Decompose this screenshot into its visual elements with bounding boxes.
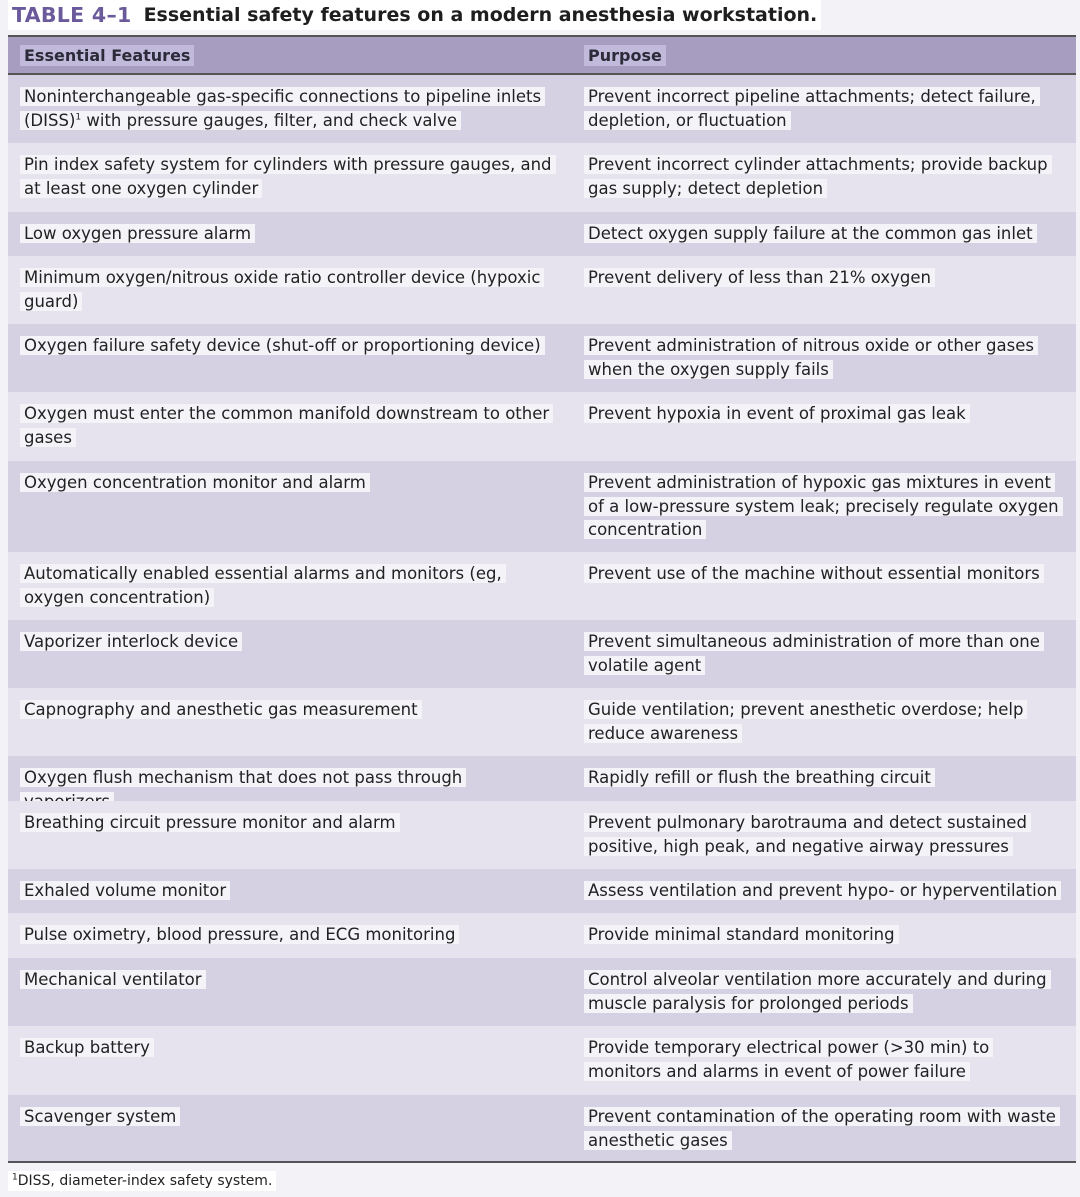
feature-cell: Oxygen concentration monitor and alarm [20, 471, 555, 495]
purpose-cell: Prevent use of the machine without essential monitors [584, 562, 1062, 586]
feature-cell: Pin index safety system for cylinders with pressure gauges, and at least one oxygen cylinder [20, 153, 555, 200]
purpose-cell: Prevent incorrect cylinder attachments; provide backup gas supply; detect depletion [584, 153, 1062, 200]
purpose-cell: Assess ventilation and prevent hypo- or hyperventilation [584, 879, 1062, 903]
feature-cell: Mechanical ventilator [20, 968, 555, 992]
purpose-cell: Provide temporary electrical power (>30 min) to monitors and alarms in event of power failure [584, 1036, 1062, 1083]
table-row [8, 324, 1076, 392]
feature-cell: Scavenger system [20, 1105, 555, 1129]
footnote-marker: 1 [12, 1172, 18, 1183]
purpose-cell: Guide ventilation; prevent anesthetic overdose; help reduce awareness [584, 698, 1062, 745]
table-row [8, 256, 1076, 324]
table-row [8, 801, 1076, 869]
header-purpose: Purpose [584, 45, 666, 66]
table-title-bar [8, 0, 821, 30]
feature-cell: Pulse oximetry, blood pressure, and ECG monitoring [20, 923, 555, 947]
table-number: TABLE 4–1 [12, 3, 132, 27]
footnote-marker: 1 [75, 112, 82, 122]
table-row [8, 688, 1076, 756]
feature-cell: Oxygen failure safety device (shut-off or proportioning device) [20, 334, 555, 358]
header-essential-features: Essential Features [20, 45, 194, 66]
table-header [8, 35, 1076, 75]
feature-cell: Oxygen flush mechanism that does not pass through [20, 766, 555, 813]
footnote: $^1$DISS, diameter-index safety system. [8, 1171, 276, 1191]
table-bottom-rule [8, 1161, 1076, 1163]
purpose-cell: Prevent contamination of the operating room with waste anesthetic gases [584, 1105, 1062, 1152]
table-row [8, 913, 1076, 958]
feature-cell: Backup battery [20, 1036, 555, 1060]
table-title: Essential safety features on a modern anesthesia workstation. [143, 4, 818, 26]
safety-features-table [8, 35, 1076, 1163]
table-row [8, 620, 1076, 688]
table-row [8, 1095, 1076, 1161]
feature-cell: Noninterchangeable gas-specific connections to pipeline inlets (DISS)$^1$ with pressure gauges, filter, and check valve [20, 85, 555, 132]
table-row [8, 1026, 1076, 1095]
purpose-cell: Provide minimal standard monitoring [584, 923, 1062, 947]
purpose-cell: Prevent administration of nitrous oxide or other gases when the oxygen supply fails [584, 334, 1062, 381]
purpose-cell: Prevent hypoxia in event of proximal gas leak [584, 402, 1062, 426]
purpose-cell: Rapidly refill or flush the breathing circuit [584, 766, 1062, 790]
feature-cell: Oxygen must enter the common manifold downstream to other gases [20, 402, 555, 449]
feature-cell: Low oxygen pressure alarm [20, 222, 555, 246]
purpose-cell: Prevent incorrect pipeline attachments; detect failure, depletion, or fluctuation [584, 85, 1062, 132]
table-row [8, 552, 1076, 620]
purpose-cell: Prevent simultaneous administration of more than one volatile agent [584, 630, 1062, 677]
purpose-cell: Prevent administration of hypoxic gas mixtures in event of a low-pressure system leak; precisely regulate oxygen concentration [584, 471, 1062, 542]
feature-cell: Vaporizer interlock device [20, 630, 555, 654]
feature-cell: Exhaled volume monitor [20, 879, 555, 903]
table-row [8, 461, 1076, 552]
feature-cell: Breathing circuit pressure monitor and alarm [20, 811, 555, 835]
feature-cell: Automatically enabled essential alarms and monitors (eg, oxygen concentration) [20, 562, 555, 609]
table-row [8, 212, 1076, 256]
table-row [8, 869, 1076, 913]
purpose-cell: Control alveolar ventilation more accurately and during muscle paralysis for prolonged periods [584, 968, 1062, 1015]
feature-cell: Capnography and anesthetic gas measurement [20, 698, 555, 722]
table-row [8, 958, 1076, 1026]
purpose-cell: Detect oxygen supply failure at the common gas inlet [584, 222, 1062, 246]
feature-cell: Minimum oxygen/nitrous oxide ratio controller device (hypoxic guard) [20, 266, 555, 313]
table-row [8, 392, 1076, 461]
table-row [8, 756, 1076, 801]
table-row [8, 75, 1076, 143]
purpose-cell: Prevent delivery of less than 21% oxygen [584, 266, 1062, 290]
table-row [8, 143, 1076, 212]
purpose-cell: Prevent pulmonary barotrauma and detect sustained positive, high peak, and negative airway pressures [584, 811, 1062, 858]
